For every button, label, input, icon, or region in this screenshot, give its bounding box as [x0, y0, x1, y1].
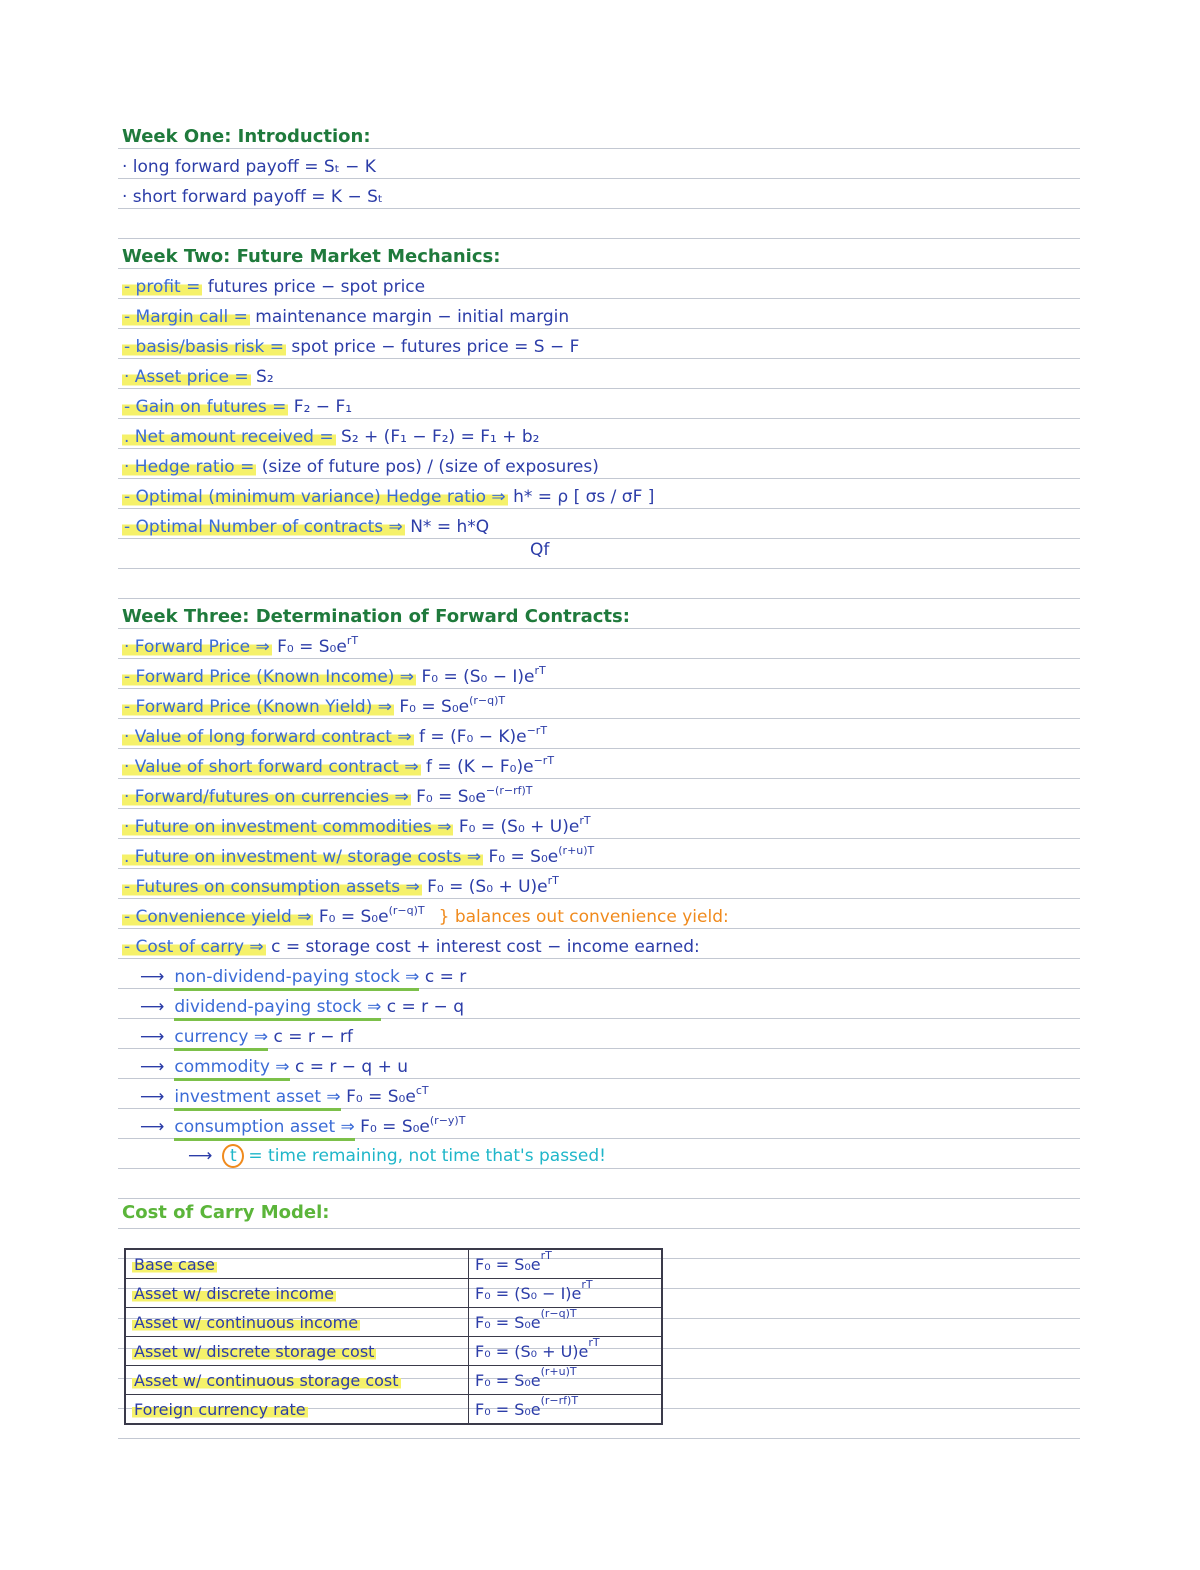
item-formula: f = (K − F₀)e	[420, 757, 534, 777]
formula-cell	[469, 1279, 663, 1308]
week2-item	[122, 426, 540, 448]
week3-item	[122, 876, 559, 898]
convenience-note: } balances out convenience yield:	[438, 907, 729, 927]
item-label: - Margin call =	[124, 307, 248, 327]
item-exponent: (r−q)T	[388, 904, 425, 917]
week1-item: · short forward payoff = K − Sₜ	[122, 187, 383, 207]
sub-label: currency ⇒	[174, 1027, 268, 1051]
item-label: - basis/basis risk =	[124, 337, 285, 357]
item-formula: F₀ = (S₀ + U)e	[453, 817, 580, 837]
week2-heading: Week Two: Future Market Mechanics:	[122, 246, 501, 267]
arrow-icon: ⟶	[140, 997, 165, 1017]
sub-formula: F₀ = S₀e	[354, 1117, 430, 1137]
formula-exponent: (r+u)T	[540, 1364, 577, 1378]
week2-item	[122, 516, 489, 538]
circled-t: t	[222, 1144, 244, 1168]
item-label: · Hedge ratio =	[124, 457, 255, 477]
case-label: Asset w/ continuous storage cost	[134, 1370, 399, 1390]
carry-sub-item	[140, 1116, 465, 1138]
item-label: . Future on investment w/ storage costs ⇒	[124, 847, 482, 867]
sub-formula: F₀ = S₀e	[340, 1087, 416, 1107]
item-formula: F₀ = S₀e	[483, 847, 559, 867]
carry-model-heading: Cost of Carry Model:	[122, 1202, 330, 1223]
item-label: · Future on investment commodities ⇒	[124, 817, 452, 837]
week2-item	[122, 306, 569, 328]
item-exponent: (r+u)T	[558, 844, 595, 857]
formula-cell	[469, 1308, 663, 1337]
item-label: - Optimal (minimum variance) Hedge ratio ⇒	[124, 487, 506, 507]
arrow-icon: ⟶	[140, 967, 165, 987]
item-exponent: −(r−rf)T	[485, 784, 533, 797]
table-row	[125, 1395, 662, 1425]
item-label: . Net amount received =	[124, 427, 334, 447]
item-formula: h* = ρ [ σs / σF ]	[507, 487, 655, 507]
table-row	[125, 1308, 662, 1337]
item-formula: F₀ = S₀e	[410, 787, 486, 807]
week3-item	[122, 846, 594, 868]
item-formula: F₀ = (S₀ + U)e	[421, 877, 548, 897]
item-formula: F₀ = (S₀ − I)e	[416, 667, 535, 687]
item-exponent: (r−q)T	[469, 694, 506, 707]
sub-label: commodity ⇒	[174, 1057, 289, 1081]
item-label: - Forward Price (Known Income) ⇒	[124, 667, 415, 687]
item-label: - Optimal Number of contracts ⇒	[124, 517, 403, 537]
case-cell	[125, 1395, 469, 1425]
table-row	[125, 1279, 662, 1308]
sub-exponent: (r−y)T	[429, 1114, 466, 1127]
week3-item	[122, 786, 533, 808]
formula-text: F₀ = S₀e	[475, 1399, 541, 1419]
carry-model-table	[124, 1248, 663, 1425]
formula-cell	[469, 1366, 663, 1395]
formula-text: F₀ = S₀e	[475, 1312, 541, 1332]
sub-formula: c = r	[419, 967, 467, 987]
item-formula: spot price − futures price = S − F	[286, 337, 580, 357]
sub-label: consumption asset ⇒	[174, 1117, 354, 1141]
item-label: - Forward Price (Known Yield) ⇒	[124, 697, 392, 717]
item-exponent: −rT	[533, 754, 555, 767]
item-exponent: rT	[346, 634, 359, 647]
week2-item	[122, 486, 654, 508]
item-exponent: rT	[534, 664, 546, 677]
sub-formula: c = r − q	[381, 997, 464, 1017]
carry-sub-item	[140, 996, 464, 1018]
arrow-icon: ⟶	[188, 1146, 213, 1166]
formula-exponent: rT	[540, 1248, 552, 1262]
formula-exponent: (r−rf)T	[540, 1393, 579, 1407]
week3-item	[122, 816, 591, 838]
week1-item: · long forward payoff = Sₜ − K	[122, 157, 376, 177]
item-formula: futures price − spot price	[202, 277, 426, 297]
time-note	[188, 1144, 606, 1168]
carry-sub-item	[140, 966, 466, 988]
carry-sub-item	[140, 1026, 353, 1048]
arrow-icon: ⟶	[140, 1027, 165, 1047]
week2-item	[122, 366, 274, 388]
item-formula: maintenance margin − initial margin	[249, 307, 570, 327]
week2-item	[122, 396, 352, 418]
week2-item	[122, 456, 599, 478]
formula-exponent: (r−q)T	[540, 1306, 577, 1320]
formula-text: F₀ = S₀e	[475, 1254, 541, 1274]
case-label: Asset w/ discrete storage cost	[134, 1341, 375, 1361]
formula-exponent: rT	[581, 1277, 593, 1291]
item-formula: c = storage cost + interest cost − income earned:	[265, 937, 700, 957]
week3-item	[122, 756, 554, 778]
formula-exponent: rT	[588, 1335, 600, 1349]
arrow-icon: ⟶	[140, 1057, 165, 1077]
case-label: Base case	[134, 1254, 215, 1274]
case-cell	[125, 1337, 469, 1366]
item-formula: F₀ = S₀e	[393, 697, 470, 717]
sub-label: non-dividend-paying stock ⇒	[174, 967, 419, 991]
item-formula: F₂ − F₁	[288, 397, 353, 417]
formula-cell	[469, 1395, 663, 1425]
formula-text: F₀ = (S₀ + U)e	[475, 1341, 589, 1361]
week1-heading: Week One: Introduction:	[122, 126, 371, 147]
arrow-icon: ⟶	[140, 1087, 165, 1107]
formula-text: F₀ = S₀e	[475, 1370, 541, 1390]
formula-cell	[469, 1249, 663, 1279]
fraction-denominator: Qf	[530, 540, 550, 560]
item-label: · Value of long forward contract ⇒	[124, 727, 412, 747]
time-note-text: = time remaining, not time that's passed!	[248, 1146, 606, 1166]
item-label: · Asset price =	[124, 367, 249, 387]
sub-formula: c = r − rf	[268, 1027, 353, 1047]
week3-item	[122, 906, 729, 928]
carry-sub-item	[140, 1086, 429, 1108]
item-label: - Futures on consumption assets ⇒	[124, 877, 420, 897]
week3-item	[122, 636, 358, 658]
case-cell	[125, 1249, 469, 1279]
case-label: Asset w/ continuous income	[134, 1312, 359, 1332]
week2-item	[122, 276, 425, 298]
item-formula: (size of future pos) / (size of exposures)	[256, 457, 599, 477]
item-formula: N* = h*Q	[404, 517, 490, 537]
formula-cell	[469, 1337, 663, 1366]
week2-item	[122, 336, 579, 358]
sub-label: dividend-paying stock ⇒	[174, 997, 381, 1021]
formula-text: F₀ = (S₀ − I)e	[475, 1283, 582, 1303]
item-exponent: rT	[547, 874, 559, 887]
item-label: · Forward/futures on currencies ⇒	[124, 787, 409, 807]
table-row	[125, 1366, 662, 1395]
item-label: - Cost of carry ⇒	[124, 937, 264, 957]
case-label: Foreign currency rate	[134, 1399, 306, 1419]
item-formula: f = (F₀ − K)e	[413, 727, 527, 747]
carry-sub-item	[140, 1056, 408, 1078]
week3-heading: Week Three: Determination of Forward Contracts:	[122, 606, 630, 627]
case-label: Asset w/ discrete income	[134, 1283, 334, 1303]
week3-item	[122, 936, 700, 958]
case-cell	[125, 1366, 469, 1395]
item-formula: S₂	[250, 367, 274, 387]
item-formula: S₂ + (F₁ − F₂) = F₁ + b₂	[335, 427, 540, 447]
item-label: · Forward Price ⇒	[124, 637, 270, 657]
item-formula: F₀ = S₀e	[271, 637, 347, 657]
week3-item	[122, 696, 505, 718]
case-cell	[125, 1308, 469, 1337]
sub-formula: c = r − q + u	[289, 1057, 409, 1077]
item-label: - Convenience yield ⇒	[124, 907, 312, 927]
item-formula: F₀ = S₀e	[313, 907, 389, 927]
table-row	[125, 1337, 662, 1366]
case-cell	[125, 1279, 469, 1308]
table-row	[125, 1249, 662, 1279]
sub-label: investment asset ⇒	[174, 1087, 340, 1111]
sub-exponent: cT	[415, 1084, 429, 1097]
item-exponent: −rT	[526, 724, 548, 737]
week3-item	[122, 726, 547, 748]
item-exponent: rT	[579, 814, 591, 827]
item-label: - profit =	[124, 277, 201, 297]
week3-item	[122, 666, 546, 688]
item-label: · Value of short forward contract ⇒	[124, 757, 419, 777]
arrow-icon: ⟶	[140, 1117, 165, 1137]
item-label: - Gain on futures =	[124, 397, 287, 417]
